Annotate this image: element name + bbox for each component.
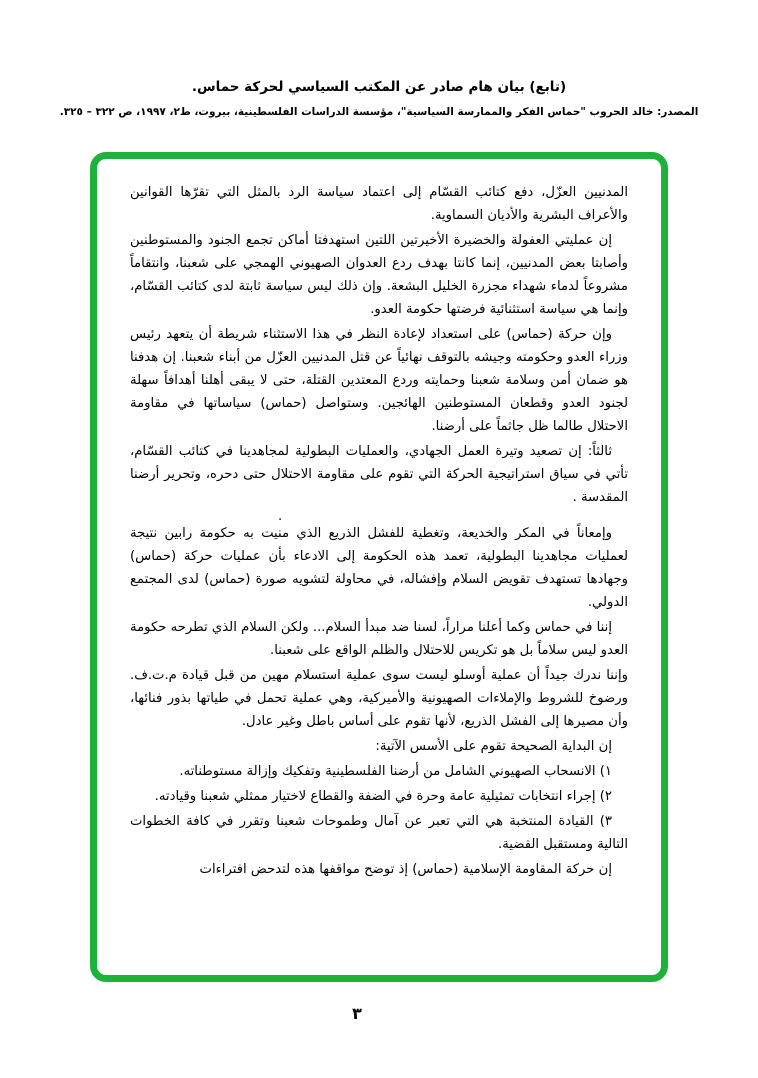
body-paragraph: وإمعاناً في المكر والخديعة، وتغطية للفشل الذريع الذي منيت به حكومة رابين نتيجة لعمليات مجاهدينا البطولية، تعمد هذه الحكومة إلى الادعاء بأن عمليات حركة (حماس) وجهادها تستهدف تقويض السلام وإفشاله، في محاولة لتشويه صورة (حماس) لدى المجتمع الدولي. — [130, 526, 628, 610]
body-paragraph: المدنيين العزّل، دفع كتائب القسّام إلى اعتماد سياسة الرد بالمثل التي تقرّها القوانين والأعراف البشرية والأديان السماوية. — [130, 185, 628, 223]
body-paragraph: إن البداية الصحيحة تقوم على الأسس الآتية: — [375, 739, 612, 754]
body-paragraph: وإن حركة (حماس) على استعداد لإعادة النظر في هذا الاستثناء شريطة أن يتعهد رئيس وزراء العدو وحكومته وجيشه بالتوقف نهائياً عن قتل المدنيين العزّل من أبناء شعبنا. إن هدفنا هو ضمان أمن وسلامة شعبنا وحمايته وردع المعتدين القتلة، حتى لا يبقى أهلنا أهدافاً سهلة لجنود العدو وقطعان المستوطنين الهائجين. وستواصل (حماس) سياساتها في مقاومة الاحتلال طالما ظل جاثماً على أرضنا. — [130, 327, 628, 434]
body-paragraph: وإننا ندرك جيداً أن عملية أوسلو ليست سوى عملية استسلام مهين من قبل قيادة م.ت.ف. ورضوخ للشروط والإملاءات الصهيونية والأميركية، وهي عملية تحمل في طياتها بذور فنائها، وأن مصيرها إلى الفشل الذريع، لأنها تقوم على أساس باطل وغير عادل. — [130, 668, 628, 729]
body-paragraph: إن عمليتي العفولة والخضيرة الأخيرتين اللتين استهدفتا أماكن تجمع الجنود والمستوطنين وأصابتا بعض المدنيين، إنما كانتا بهدف ردع العدوان الصهيوني الهمجي على شعبنا، وانتقاماً مشروعاً لدماء شهداء مجزرة الخليل البشعة. وإن ذلك ليس سياسة ثابتة لدى كتائب القسّام، وإنما هي سياسة استثنائية فرضتها حكومة العدو. — [130, 233, 628, 317]
body-paragraph: ٢) إجراء انتخابات تمثيلية عامة وحرة في الضفة والقطاع لاختيار ممثلي شعبنا وقيادته. — [154, 789, 612, 804]
body-paragraph: ١) الانسحاب الصهيوني الشامل من أرضنا الفلسطينية وتفكيك وإزالة مستوطناته. — [179, 764, 612, 779]
body-paragraph: إن حركة المقاومة الإسلامية (حماس) إذ توضح مواقفها هذه لتدحض افتراءات — [199, 862, 612, 877]
body-paragraph: ثالثاً: إن تصعيد وتيرة العمل الجهادي، والعمليات البطولية لمجاهدينا في كتائب القسّام، تأتي في سياق استراتيجية الحركة التي تقوم على مقاومة الاحتلال حتى دحره، وتحرير أرضنا المقدسة . — [130, 444, 628, 505]
page-number: ٣ — [352, 1004, 362, 1023]
page-title: (تابع) بيان هام صادر عن المكتب السياسي لحركة حماس. — [191, 79, 567, 95]
document-body-text — [130, 181, 628, 883]
body-paragraph: إننا في حماس وكما أعلنا مراراً، لسنا ضد مبدأ السلام... ولكن السلام الذي تطرحه حكومة العدو ليس سلاماً بل هو تكريس للاحتلال والظلم الواقع على شعبنا. — [130, 620, 628, 658]
stray-mark: . — [278, 509, 283, 524]
source-citation: المصدر: خالد الحروب "حماس الفكر والممارسة السياسية"، مؤسسة الدراسات الفلسطينية، بيروت، ط٢، ١٩٩٧، ص ٣٢٢ – ٣٢٥. — [59, 106, 699, 118]
body-paragraph: ٣) القيادة المنتخبة هي التي تعبر عن آمال وطموحات شعبنا وتقرر في كافة الخطوات التالية ومستقبل القضية. — [130, 814, 628, 852]
